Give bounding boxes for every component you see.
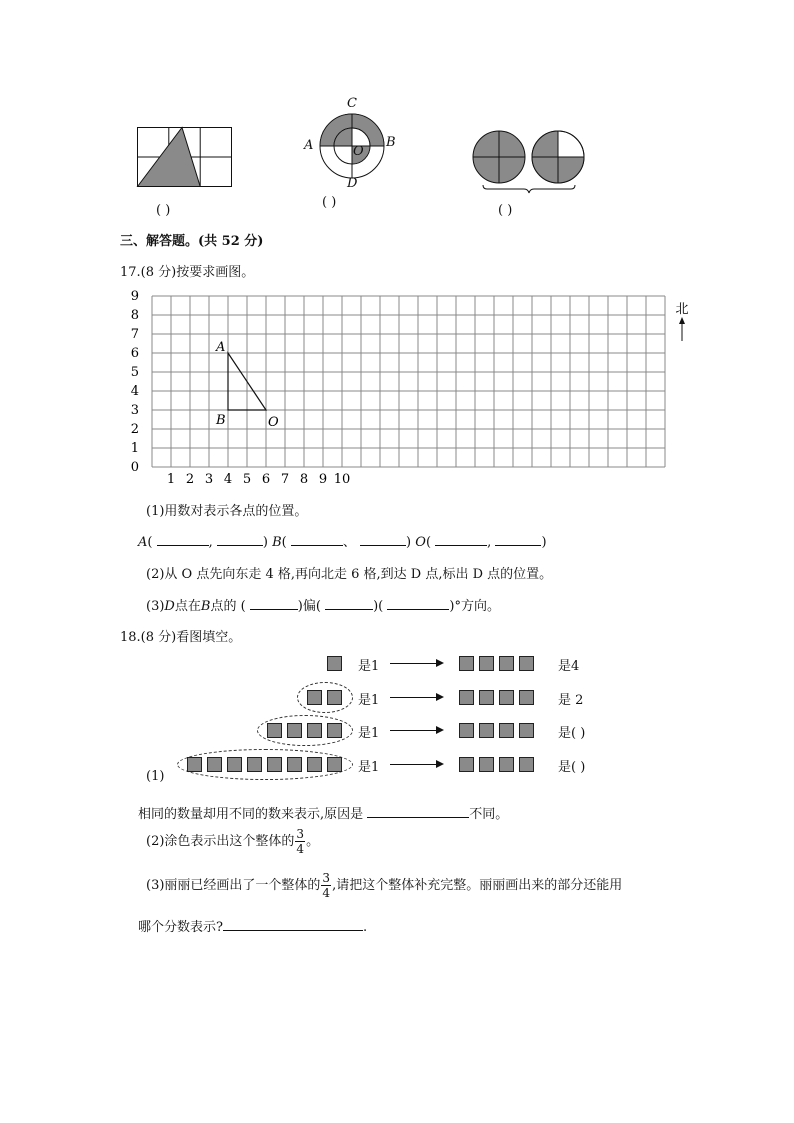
label-a: A [304, 138, 314, 153]
point-o-label: O [415, 535, 426, 550]
right-tile [479, 656, 494, 671]
right-tile [499, 757, 514, 772]
x-tick-label: 4 [223, 472, 233, 487]
q18-title: 18.(8 分)看图填空。 [120, 630, 242, 645]
q18-sub3: (3)丽丽已经画出了一个整体的 $\frac{3}{4}$ ,请把这个整体补充完整。丽丽画出来的部分还能用 [146, 871, 623, 900]
figure1-answer-paren[interactable]: ( ) [156, 203, 171, 218]
q17-sub1: (1)用数对表示各点的位置。 [146, 504, 308, 519]
q18-sub2: (2)涂色表示出这个整体的 $\frac{3}{4}$ 。 [146, 827, 320, 856]
blank-b-x[interactable] [291, 533, 343, 546]
left-tile [267, 757, 282, 772]
dashed-ellipse [297, 682, 353, 713]
right-label: 是4 [558, 659, 580, 674]
blank-o-y[interactable] [495, 533, 541, 546]
y-tick-label: 3 [130, 403, 139, 418]
left-tile [307, 757, 322, 772]
label-d: D [347, 176, 358, 191]
left-tile [307, 690, 322, 705]
q18-reason-line: 相同的数量却用不同的数来表示,原因是 不同。 [138, 807, 509, 822]
right-tile [499, 690, 514, 705]
right-tile [459, 723, 474, 738]
point-a-label: A [138, 535, 148, 550]
right-label: 是( ) [558, 760, 586, 775]
right-tile [479, 723, 494, 738]
section3-heading: 三、解答题。(共 52 分) [120, 234, 264, 249]
left-tile [207, 757, 222, 772]
x-tick-label: 5 [242, 472, 252, 487]
x-tick-label: 10 [333, 472, 351, 487]
blank-angle[interactable] [387, 597, 449, 610]
point-label-b: B [216, 413, 226, 428]
blank-b-y[interactable] [360, 533, 406, 546]
right-label: 是 2 [558, 693, 584, 708]
blank-o-x[interactable] [435, 533, 487, 546]
blank-a-y[interactable] [217, 533, 263, 546]
q18-sub3-line2: 哪个分数表示? . [138, 920, 368, 935]
point-label-a: A [216, 340, 226, 355]
figure3-answer-paren[interactable]: ( ) [498, 203, 513, 218]
left-tile [267, 723, 282, 738]
y-tick-label: 6 [130, 346, 139, 361]
left-tile [227, 757, 242, 772]
left-tile [247, 757, 262, 772]
north-arrow-head [679, 317, 685, 324]
figure-ring-circle [316, 110, 388, 182]
right-tile [499, 656, 514, 671]
left-tile [287, 723, 302, 738]
arrow-shaft [390, 663, 440, 664]
arrow-shaft [390, 697, 440, 698]
arrow-head [436, 760, 444, 768]
right-tile [459, 757, 474, 772]
arrow-shaft [390, 730, 440, 731]
right-label: 是( ) [558, 726, 586, 741]
blank-fraction-answer[interactable] [223, 918, 363, 931]
left-label: 是1 [358, 760, 380, 775]
arrow-head [436, 693, 444, 701]
figure-two-circles [472, 128, 588, 196]
left-tile [327, 723, 342, 738]
coordinate-grid [120, 287, 700, 487]
right-tile [459, 656, 474, 671]
x-tick-label: 8 [299, 472, 309, 487]
y-tick-label: 5 [130, 365, 139, 380]
q18-sub1-label: (1) [146, 769, 165, 784]
left-tile [287, 757, 302, 772]
label-b: B [386, 135, 396, 150]
x-tick-label: 2 [185, 472, 195, 487]
y-tick-label: 0 [130, 460, 139, 475]
arrow-head [436, 726, 444, 734]
blank-direction1[interactable] [250, 597, 298, 610]
left-label: 是1 [358, 659, 380, 674]
blank-direction2[interactable] [325, 597, 373, 610]
left-tile [307, 723, 322, 738]
y-tick-label: 7 [130, 327, 139, 342]
right-tile [499, 723, 514, 738]
y-tick-label: 9 [130, 289, 139, 304]
label-o: O [353, 144, 364, 159]
fraction-three-quarters-2: $\frac{3}{4}$ [322, 871, 331, 900]
left-tile [327, 757, 342, 772]
point-label-o: O [268, 415, 279, 430]
blank-reason[interactable] [367, 805, 469, 818]
q17-title: 17.(8 分)按要求画图。 [120, 265, 255, 280]
right-tile [479, 757, 494, 772]
point-b-label: B [272, 535, 282, 550]
right-tile [459, 690, 474, 705]
y-tick-label: 4 [130, 384, 139, 399]
left-label: 是1 [358, 693, 380, 708]
left-label: 是1 [358, 726, 380, 741]
right-tile [519, 723, 534, 738]
x-tick-label: 3 [204, 472, 214, 487]
x-tick-label: 7 [280, 472, 290, 487]
arrow-head [436, 659, 444, 667]
q17-sub1-answer-line: A( , ) B( 、 ) O( , ) [138, 535, 547, 550]
arrow-shaft [390, 764, 440, 765]
x-tick-label: 9 [318, 472, 328, 487]
q17-sub2: (2)从 O 点先向东走 4 格,再向北走 6 格,到达 D 点,标出 D 点的位置。 [146, 567, 553, 582]
x-tick-label: 1 [166, 472, 176, 487]
right-tile [479, 690, 494, 705]
y-tick-label: 8 [130, 308, 139, 323]
figure2-answer-paren[interactable]: ( ) [322, 195, 337, 210]
right-tile [519, 757, 534, 772]
left-tile [327, 690, 342, 705]
blank-a-x[interactable] [157, 533, 209, 546]
label-c: C [347, 96, 357, 111]
x-tick-label: 6 [261, 472, 271, 487]
right-tile [519, 690, 534, 705]
q17-sub3: (3)D点在B点的 ( )偏( )( )°方向。 [146, 599, 500, 614]
fraction-three-quarters: $\frac{3}{4}$ [296, 827, 305, 856]
left-tile [187, 757, 202, 772]
y-tick-label: 1 [130, 441, 139, 456]
right-tile [519, 656, 534, 671]
figure-rectangle-triangle [136, 126, 234, 190]
y-tick-label: 2 [130, 422, 139, 437]
left-tile [327, 656, 342, 671]
north-label: 北 [675, 302, 689, 317]
